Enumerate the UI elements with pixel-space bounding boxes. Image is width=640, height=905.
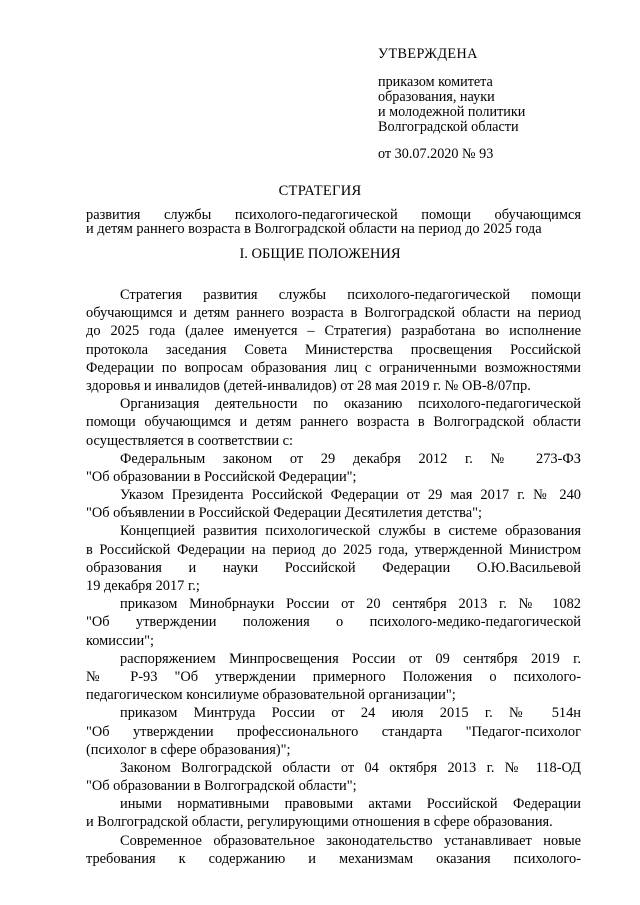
body-line: "Об образовании в Российской Федерации";: [86, 468, 357, 485]
subtitle-line: и детям раннего возраста в Волгоградской области на период до 2025 года: [86, 221, 542, 237]
body-line: обучающимся и детям раннего возраста в Волгоградской области на период: [86, 305, 581, 322]
body-line: (психолог в сфере образования)";: [86, 741, 291, 758]
body-line: Стратегия развития службы психолого-педагогической помощи: [120, 287, 581, 303]
body-line: до 2025 года (далее именуется – Стратегия) разработана во исполнение: [86, 323, 581, 340]
body-line: распоряжением Минпросвещения России от 09 сентября 2019 г.: [120, 650, 581, 667]
body-line: Федеральным законом от 29 декабря 2012 г. № 273-ФЗ: [120, 450, 581, 467]
approval-org-line: Волгоградской области: [378, 119, 519, 135]
approval-org-line: и молодежной политики: [378, 104, 526, 120]
body-line: 19 декабря 2017 г.;: [86, 578, 200, 594]
body-line: и Волгоградской области, регулирующими отношения в сфере образования.: [86, 814, 553, 831]
body-line: "Об образовании в Волгоградской области";: [86, 778, 357, 795]
body-line: Федерации по вопросам образования лиц с ограниченными возможностями: [86, 359, 581, 376]
approval-org-line: образования, науки: [378, 89, 495, 105]
body-line: "Об утверждении положения о психолого-медико-педагогической: [86, 614, 581, 631]
body-line: комиссии";: [86, 632, 155, 649]
document-title: СТРАТЕГИЯ: [278, 183, 362, 199]
body-line: "Об объявлении в Российской Федерации Десятилетия детства";: [86, 505, 482, 522]
body-line: "Об утверждении профессионального стандарта "Педагог-психолог: [86, 723, 581, 740]
approval-block: [378, 47, 618, 162]
body-line: осуществляется в соответствии с:: [86, 432, 293, 449]
body-line: приказом Минобрнауки России от 20 сентября 2013 г. № 1082: [120, 596, 581, 613]
body-line: помощи обучающимся и детям раннего возраста в Волгоградской области: [86, 414, 581, 431]
body-line: приказом Минтруда России от 24 июля 2015 г. № 514н: [120, 705, 581, 722]
body-line: Указом Президента Российской Федерации от 29 мая 2017 г. № 240: [120, 487, 581, 504]
body-line: протокола заседания Совета Министерства просвещения Российской: [86, 341, 581, 358]
body-line: Концепцией развития психологической службы в системе образования: [120, 523, 581, 540]
body-line: здоровья и инвалидов (детей-инвалидов) от 28 мая 2019 г. № ОВ-8/07пр.: [86, 377, 531, 394]
body-line: Современное образовательное законодательство устанавливает новые: [120, 832, 581, 849]
body-line: № Р-93 "Об утверждении примерного Положения о психолого-: [86, 668, 581, 685]
document-subtitle: [86, 208, 581, 236]
approval-date: от 30.07.2020 № 93: [378, 146, 494, 162]
approval-org: [378, 75, 618, 135]
body-line: образования и науки Российской Федерации О.Ю.Васильевой: [86, 559, 581, 576]
body-line: педагогическом консилиуме образовательной организации";: [86, 687, 456, 704]
body-line: Законом Волгоградской области от 04 октября 2013 г. № 118-ОД: [120, 759, 581, 776]
approval-org-line: приказом комитета: [378, 74, 493, 90]
approval-heading: УТВЕРЖДЕНА: [378, 46, 478, 62]
subtitle-line: развития службы психолого-педагогической помощи обучающимся: [86, 208, 581, 222]
body-line: иными нормативными правовыми актами Российской Федерации: [120, 796, 581, 813]
body-line: в Российской Федерации на период до 2025 года, утвержденной Министром: [86, 541, 581, 558]
body-line: требования к содержанию и механизмам оказания психолого-: [86, 850, 581, 867]
section-heading: I. ОБЩИЕ ПОЛОЖЕНИЯ: [239, 246, 401, 262]
body-line: Организация деятельности по оказанию психолого-педагогической: [120, 396, 581, 413]
document-body: [86, 286, 581, 868]
